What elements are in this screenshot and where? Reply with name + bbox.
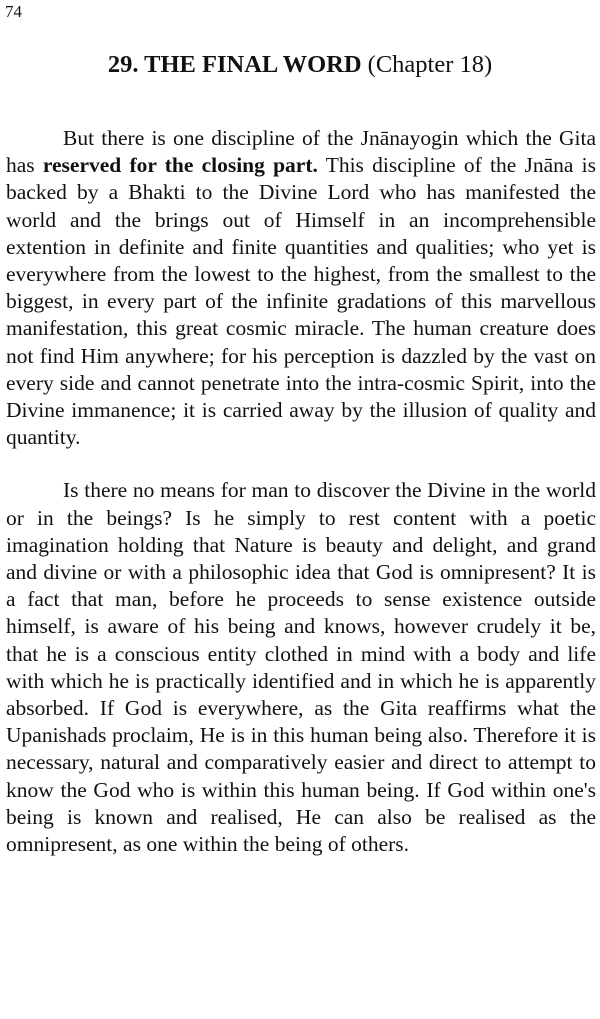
chapter-title: 29. THE FINAL WORD xyxy=(107,51,362,78)
paragraph-1 xyxy=(6,125,596,451)
body-text xyxy=(6,125,596,858)
paragraph-1-text-b: This discipline of the Jnāna is backed by a Bhakti to the Divine Lord who has manifested the world and the brings out of Himself in an incomprehensible extention in definite and finite quantities and qualities; who yet is everywhere from the lowest to the highest, from the smallest to the biggest, in every part of the infinite gradations of this marvellous manifestation, this great cosmic miracle. The human creature does not find Him anywhere; for his perception is dazzled by the vast on every side and cannot penetrate into the intra-cosmic Spirit, into the Divine immanence; it is carried away by the illusion of quality and quantity. xyxy=(6,153,596,450)
paragraph-1-text-a: But there is one discipline of the Jnānayogin which the Gita has xyxy=(6,126,596,178)
paragraph-2: Is there no means for man to discover the Divine in the world or in the beings? Is he simply to rest content with a poetic imagination holding that Nature is beauty and delight, and grand and divine or with a philosophic idea that God is omnipresent? It is a fact that man, before he proceeds to sense existence outside himself, is aware of his being and knows, however crudely it be, that he is a conscious entity clothed in mind with a body and life with which he is practically identified and in which he is apparently absorbed. If God is everywhere, as the Gita reaffirms what the Upanishads proclaim, He is in this human being also. Therefore it is necessary, natural and comparatively easier and direct to attempt to know the God who is within this human being. If God within one's being is known and realised, He can also be realised as the omnipresent, as one within the being of others. xyxy=(6,478,596,857)
page-number: 74 xyxy=(5,2,22,21)
paragraph-1-emphasis: reserved for the closing part. xyxy=(42,153,318,178)
chapter-reference: (Chapter 18) xyxy=(367,51,493,78)
chapter-heading xyxy=(0,50,600,80)
